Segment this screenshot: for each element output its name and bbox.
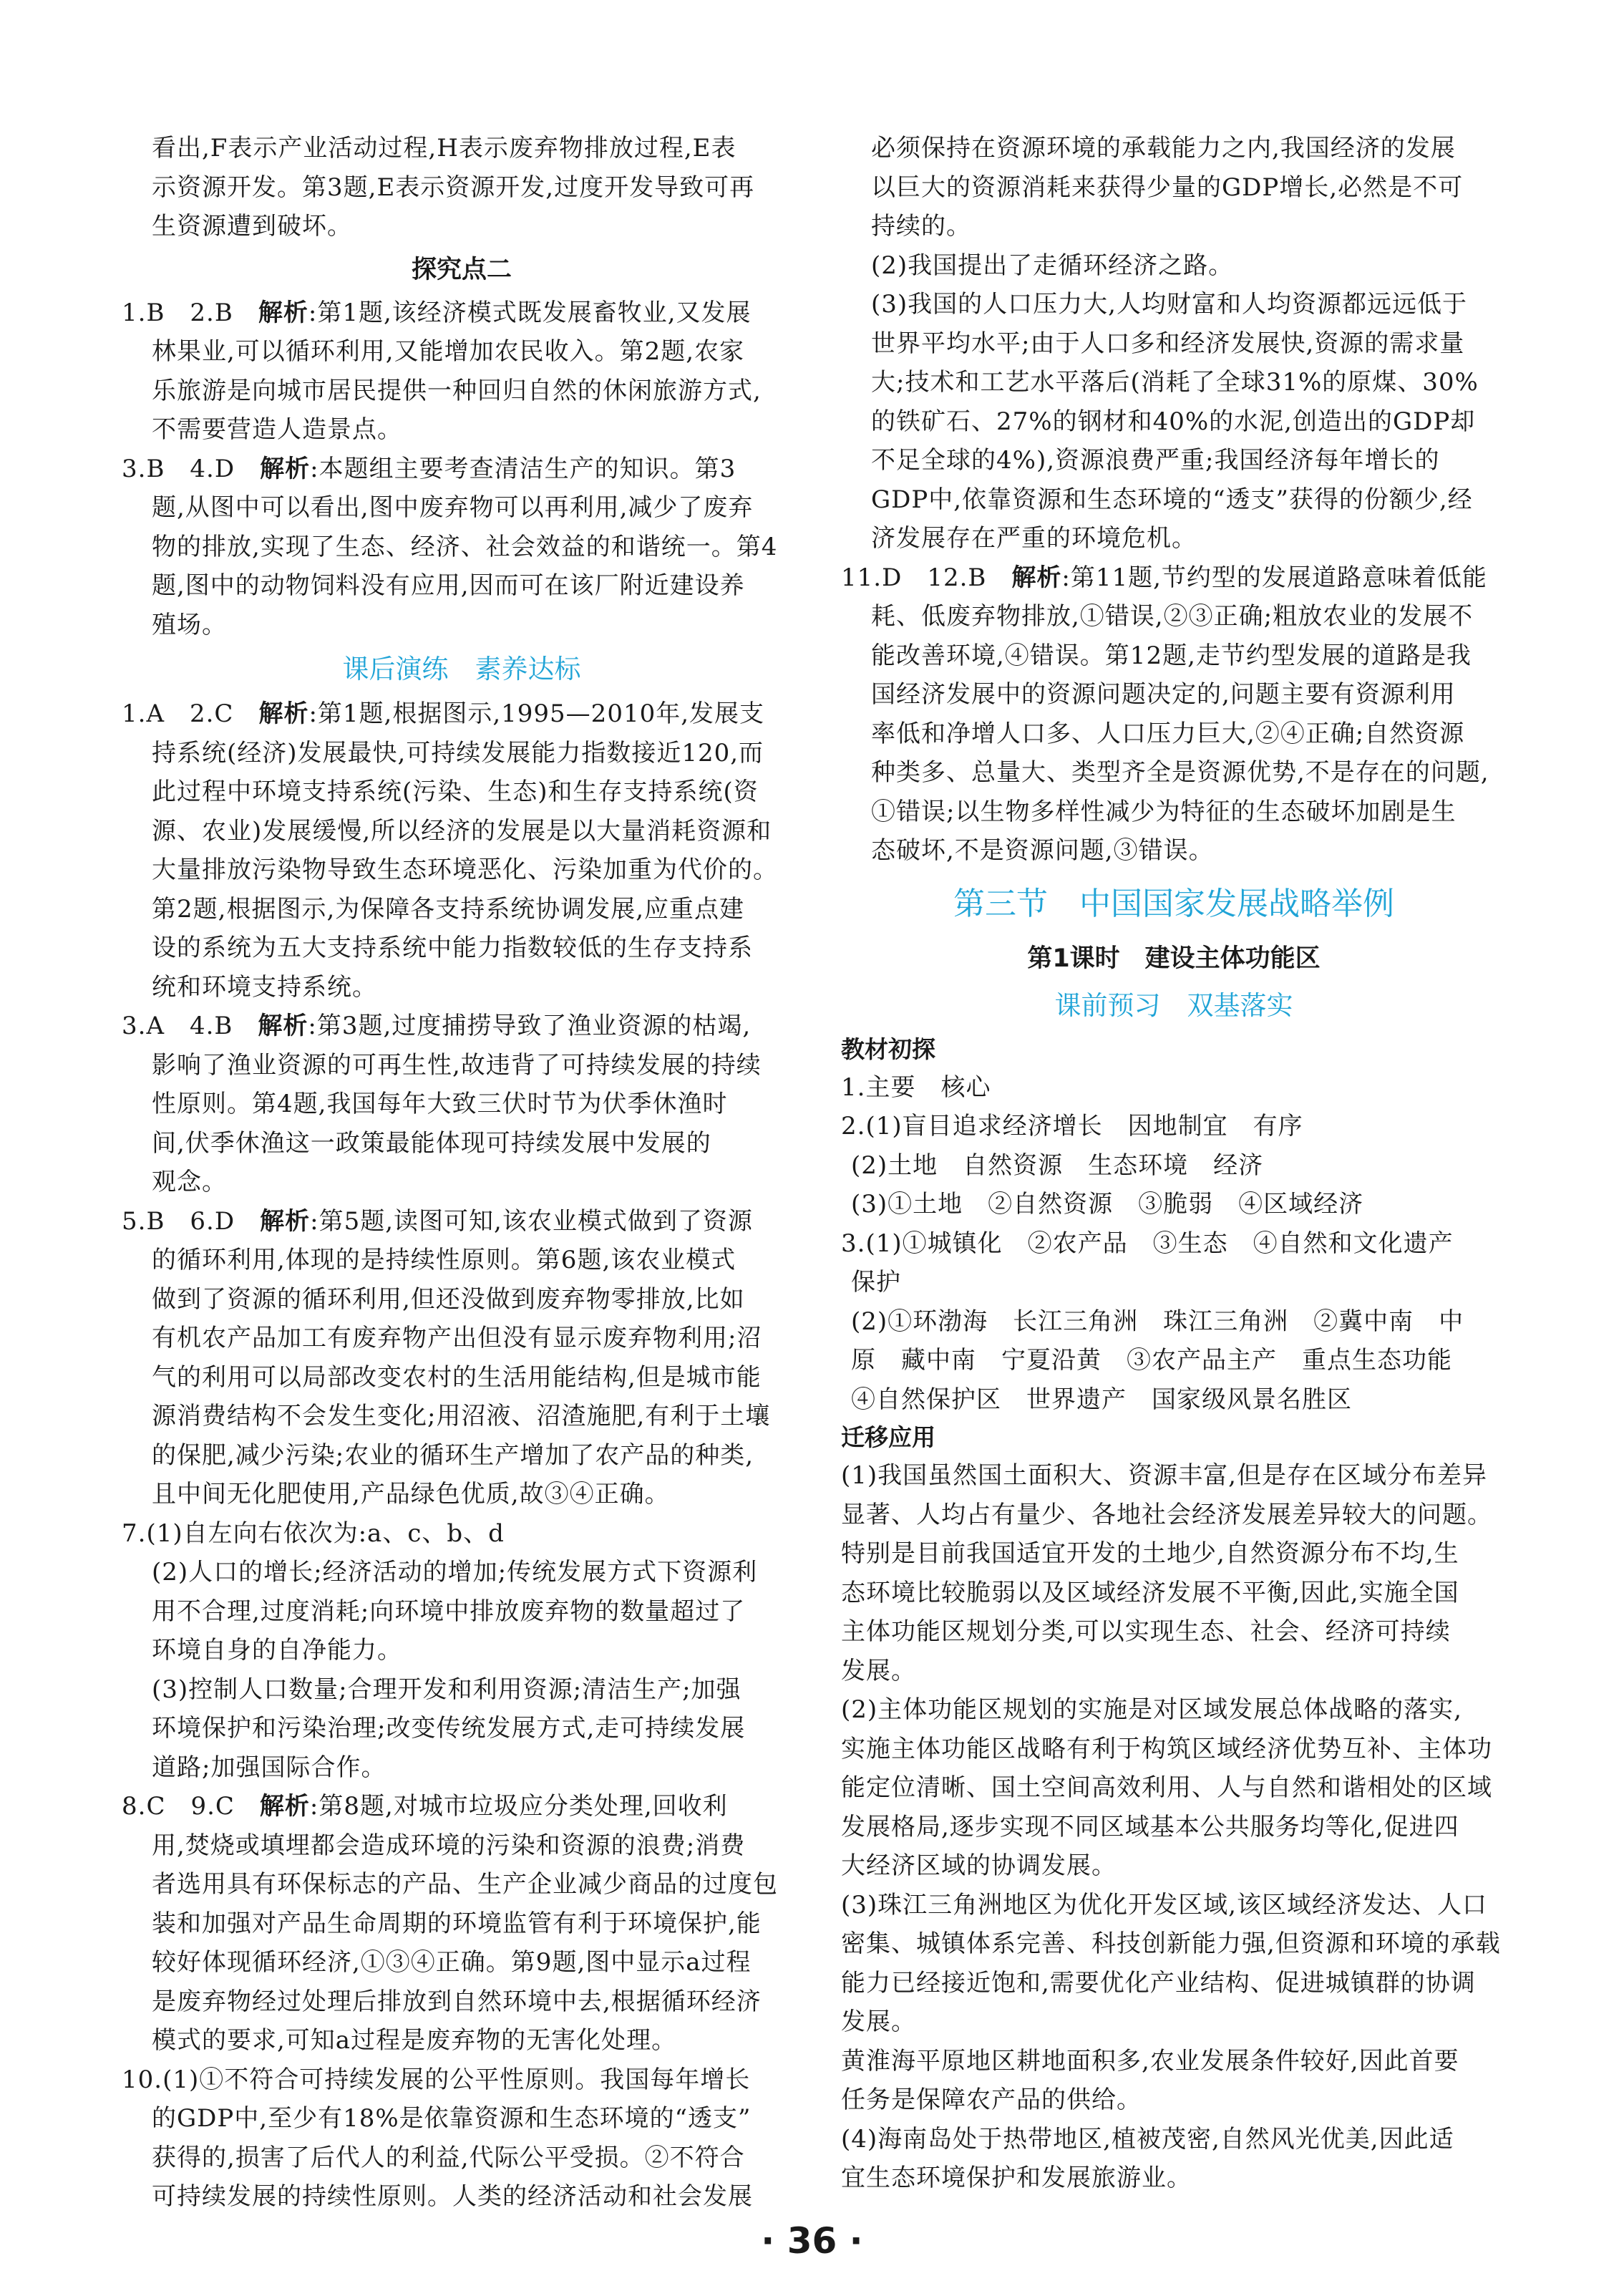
- text-line: ④自然保护区 世界遗产 国家级风景名胜区: [851, 1385, 1352, 1414]
- text-line: 道路;加强国际合作。: [152, 1753, 386, 1782]
- text-line: (3)珠江三角洲地区为优化开发区域,该区域经济发达、人口: [841, 1890, 1487, 1919]
- answer-line: 1.A 2.C 解析:第1题,根据图示,1995—2010年,发展支: [122, 699, 765, 728]
- text-line: 任务是保障农产品的供给。: [841, 2086, 1142, 2114]
- text-line: (3)我国的人口压力大,人均财富和人均资源都远远低于: [871, 290, 1467, 319]
- text-line: 黄淮海平原地区耕地面积多,农业发展条件较好,因此首要: [841, 2046, 1459, 2076]
- text-line: 题,图中的动物饲料没有应用,因而可在该厂附近建设养: [152, 571, 745, 600]
- text-line: 环境保护和污染治理;改变传统发展方式,走可持续发展: [152, 1714, 746, 1743]
- text-line: 用,焚烧或填埋都会造成环境的污染和资源的浪费;消费: [152, 1831, 746, 1860]
- text-line: (1)我国虽然国土面积大、资源丰富,但是存在区域分布差异: [841, 1461, 1487, 1490]
- text-line: 实施主体功能区战略有利于构筑区域经济优势互补、主体功: [841, 1734, 1492, 1763]
- text-line: 者选用具有环保标志的产品、生产企业减少商品的过度包: [152, 1870, 778, 1899]
- text-line: (2)①环渤海 长江三角洲 珠江三角洲 ②冀中南 中: [851, 1307, 1464, 1336]
- text-line: 有机农产品加工有废弃物产出但没有显示废弃物利用;沼: [152, 1324, 762, 1352]
- text-line: 特别是目前我国适宜开发的土地少,自然资源分布不均,生: [841, 1539, 1459, 1568]
- text-line: 获得的,损害了后代人的利益,代际公平受损。②不符合: [152, 2143, 745, 2172]
- text-line: 统和环境支持系统。: [152, 972, 377, 1002]
- text-line: 持续的。: [871, 212, 971, 241]
- text-line: 的循环利用,体现的是持续性原则。第6题,该农业模式: [152, 1246, 736, 1274]
- text-line: 显著、人均占有量少、各地社会经济发展差异较大的问题。: [841, 1500, 1492, 1529]
- text-line: 此过程中环境支持系统(污染、生态)和生存支持系统(资: [152, 778, 759, 806]
- text-line: 看出,F表示产业活动过程,H表示废弃物排放过程,E表: [152, 134, 736, 163]
- text-line: 主体功能区规划分类,可以实现生态、社会、经济可持续: [841, 1617, 1451, 1646]
- text-line: 题,从图中可以看出,图中废弃物可以再利用,减少了废弃: [152, 493, 754, 522]
- text-line: 源消费结构不会发生变化;用沼液、沼渣施肥,有利于土壤: [152, 1402, 771, 1430]
- answer-line: 3.B 4.D 解析:本题组主要考查清洁生产的知识。第3: [122, 454, 736, 483]
- text-line: (2)主体功能区规划的实施是对区域发展总体战略的落实,: [841, 1695, 1462, 1724]
- text-line: 态环境比较脆弱以及区域经济发展不平衡,因此,实施全国: [841, 1578, 1459, 1607]
- text-line: 设的系统为五大支持系统中能力指数较低的生存支持系: [152, 934, 753, 962]
- text-line: 性原则。第4题,我国每年大致三伏时节为伏季休渔时: [152, 1090, 728, 1118]
- answer-line: 10.(1)①不符合可持续发展的公平性原则。我国每年增长: [122, 2065, 751, 2094]
- text-line: 世界平均水平;由于人口多和经济发展快,资源的需求量: [871, 329, 1465, 358]
- text-line: (3)控制人口数量;合理开发和利用资源;清洁生产;加强: [152, 1675, 742, 1704]
- text-line: 乐旅游是向城市居民提供一种回归自然的休闲旅游方式,: [152, 376, 762, 405]
- text-line: (3)①土地 ②自然资源 ③脆弱 ④区域经济: [851, 1190, 1364, 1219]
- text-line: 源、农业)发展缓慢,所以经济的发展是以大量消耗资源和: [152, 816, 772, 846]
- text-line: 的铁矿石、27%的钢材和40%的水泥,创造出的GDP却: [871, 407, 1476, 436]
- text-line: 大量排放污染物导致生态环境恶化、污染加重为代价的。: [152, 856, 778, 884]
- text-line: (2)人口的增长;经济活动的增加;传统发展方式下资源利: [152, 1558, 758, 1587]
- preview-title: 课前预习 双基落实: [1054, 989, 1293, 1021]
- text-line: 第2题,根据图示,为保障各支持系统协调发展,应重点建: [152, 894, 745, 924]
- text-line: 观念。: [152, 1168, 227, 1196]
- page-number: · 36 ·: [761, 2220, 863, 2262]
- text-line: 可持续发展的持续性原则。人类的经济活动和社会发展: [152, 2182, 753, 2211]
- text-line: 发展。: [841, 1656, 916, 1685]
- text-line: 间,伏季休渔这一政策最能体现可持续发展中发展的: [152, 1128, 711, 1158]
- text-line: 殖场。: [152, 610, 227, 639]
- answer-line: 3.A 4.B 解析:第3题,过度捕捞导致了渔业资源的枯竭,: [122, 1012, 752, 1040]
- text-line: 密集、城镇体系完善、科技创新能力强,但资源和环境的承载: [841, 1929, 1501, 1958]
- right-column: [841, 129, 1507, 2198]
- transfer-heading: 迁移应用: [841, 1423, 935, 1451]
- text-line: 是废弃物经过处理后排放到自然环境中去,根据循环经济: [152, 1987, 762, 2016]
- section-heading-after-class: 课后演练 素养达标: [342, 654, 581, 684]
- text-line: (2)土地 自然资源 生态环境 经济: [851, 1151, 1264, 1180]
- text-line: 能定位清晰、国土空间高效利用、人与自然和谐相处的区域: [841, 1773, 1492, 1802]
- answer-line: 5.B 6.D 解析:第5题,读图可知,该农业模式做到了资源: [122, 1206, 753, 1236]
- answer-line: 11.D 12.B 解析:第11题,节约型的发展道路意味着低能: [841, 563, 1487, 592]
- section-heading-explore-2: 探究点二: [411, 255, 512, 284]
- text-line: 示资源开发。第3题,E表示资源开发,过度开发导致可再: [152, 173, 755, 202]
- text-line: 生资源遭到破坏。: [152, 212, 352, 241]
- left-column: [122, 129, 802, 2217]
- text-line: 发展格局,逐步实现不同区域基本公共服务均等化,促进四: [841, 1812, 1459, 1841]
- answer-line: 1.B 2.B 解析:第1题,该经济模式既发展畜牧业,又发展: [122, 298, 752, 327]
- text-line: 必须保持在资源环境的承载能力之内,我国经济的发展: [871, 134, 1456, 163]
- text-line: (4)海南岛处于热带地区,植被茂密,自然风光优美,因此适: [841, 2124, 1454, 2154]
- text-line: 率低和净增人口多、人口压力巨大,②④正确;自然资源: [871, 719, 1465, 748]
- text-line: 装和加强对产品生命周期的环境监管有利于环境保护,能: [152, 1909, 762, 1938]
- text-line: 1.主要 核心: [841, 1072, 991, 1102]
- text-line: 不足全球的4%),资源浪费严重;我国经济每年增长的: [871, 446, 1440, 475]
- text-line: 气的利用可以局部改变农村的生活用能结构,但是城市能: [152, 1362, 762, 1392]
- text-line: 种类多、总量大、类型齐全是资源优势,不是存在的问题,: [871, 758, 1489, 787]
- text-line: 持系统(经济)发展最快,可持续发展能力指数接近120,而: [152, 738, 764, 767]
- answer-line: 7.(1)自左向右依次为:a、c、b、d: [122, 1519, 505, 1548]
- text-line: 原 藏中南 宁夏沿黄 ③农产品主产 重点生态功能: [851, 1346, 1452, 1375]
- text-line: 发展。: [841, 2007, 916, 2036]
- text-line: GDP中,依靠资源和生态环境的“透支”获得的份额少,经: [871, 485, 1473, 514]
- text-line: 环境自身的自净能力。: [152, 1636, 402, 1665]
- text-line: 耗、低废弃物排放,①错误,②③正确;粗放农业的发展不: [871, 602, 1474, 631]
- text-line: 林果业,可以循环利用,又能增加农民收入。第2题,农家: [152, 337, 745, 366]
- text-line: 大;技术和工艺水平落后(消耗了全球31%的原煤、30%: [871, 368, 1479, 397]
- text-line: 用不合理,过度消耗;向环境中排放废弃物的数量超过了: [152, 1597, 746, 1626]
- answer-line: 8.C 9.C 解析:第8题,对城市垃圾应分类处理,回收利: [122, 1792, 728, 1821]
- text-line: 影响了渔业资源的可再生性,故违背了可持续发展的持续: [152, 1050, 762, 1080]
- text-line: 保护: [851, 1268, 901, 1297]
- text-line: 宜生态环境保护和发展旅游业。: [841, 2164, 1192, 2192]
- text-line: 态破坏,不是资源问题,③错误。: [871, 836, 1214, 865]
- text-line: 能改善环境,④错误。第12题,走节约型发展的道路是我: [871, 641, 1472, 670]
- text-line: 3.(1)①城镇化 ②农产品 ③生态 ④自然和文化遗产: [841, 1229, 1454, 1258]
- text-line: 2.(1)盲目追求经济增长 因地制宜 有序: [841, 1112, 1303, 1140]
- text-line: (2)我国提出了走循环经济之路。: [871, 251, 1234, 280]
- section-title: 第三节 中国国家发展战略举例: [953, 885, 1394, 922]
- text-line: 以巨大的资源消耗来获得少量的GDP增长,必然是不可: [871, 173, 1464, 202]
- text-line: 且中间无化肥使用,产品绿色优质,故③④正确。: [152, 1480, 670, 1508]
- text-line: 能力已经接近饱和,需要优化产业结构、促进城镇群的协调: [841, 1968, 1476, 1997]
- text-line: 做到了资源的循环利用,但还没做到废弃物零排放,比如: [152, 1284, 745, 1314]
- text-line: ①错误;以生物多样性减少为特征的生态破坏加剧是生: [871, 797, 1457, 826]
- text-line: 济发展存在严重的环境危机。: [871, 524, 1197, 553]
- text-line: 的GDP中,至少有18%是依靠资源和生态环境的“透支”: [152, 2104, 752, 2133]
- textbook-heading: 教材初探: [841, 1035, 935, 1063]
- text-line: 不需要营造人造景点。: [152, 415, 402, 444]
- lesson-title: 第1课时 建设主体功能区: [1027, 944, 1321, 973]
- text-line: 国经济发展中的资源问题决定的,问题主要有资源利用: [871, 680, 1456, 709]
- text-line: 较好体现循环经济,①③④正确。第9题,图中显示a过程: [152, 1948, 752, 1977]
- text-line: 大经济区域的协调发展。: [841, 1851, 1117, 1880]
- text-line: 的保肥,减少污染;农业的循环生产增加了农产品的种类,: [152, 1440, 754, 1470]
- text-line: 物的排放,实现了生态、经济、社会效益的和谐统一。第4: [152, 532, 778, 561]
- text-line: 模式的要求,可知a过程是废弃物的无害化处理。: [152, 2026, 677, 2055]
